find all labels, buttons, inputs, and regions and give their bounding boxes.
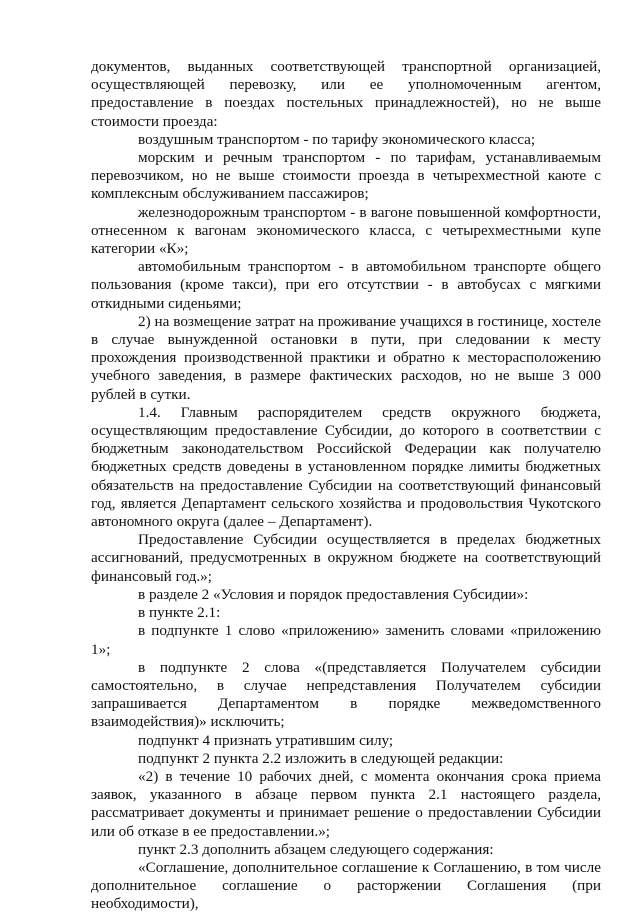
paragraph-accommodation-costs: 2) на возмещение затрат на проживание учащихся в гостинице, хостеле в случае вынужденной остановки в пути, при следовании к месту прохождения производственной практики и обратно к месторасположению учебного заведения, в размере фактических расходов, но не выше 3 000 рублей в сутки. [91,312,601,403]
paragraph-subsidy-limits: Предоставление Субсидии осуществляется в пределах бюджетных ассигнований, предусмотренных в окружном бюджете на соответствующий финансовый год.»; [91,531,601,585]
paragraph-road-transport: автомобильным транспортом - в автомобильном транспорте общего пользования (кроме такси), при его отсутствии - в автобусах с мягкими откидными сиденьями; [91,258,601,312]
paragraph-subpoint-1-replace: в подпункте 1 слово «приложению» заменить словами «приложению 1»; [91,622,601,658]
paragraph-section-2-heading: в разделе 2 «Условия и порядок предоставления Субсидии»: [138,585,529,603]
paragraph-10-working-days: «2) в течение 10 рабочих дней, с момента окончания срока приема заявок, указанного в абзаце первом пункта 2.1 настоящего раздела, рассматривает документы и принимает решение о предоставлении Субсидии или об отказе в ее предоставлении.»; [91,767,601,840]
paragraph-subpoint-4-void: подпункт 4 признать утратившим силу; [138,731,394,749]
paragraph-point-2-3-addition: пункт 2.3 дополнить абзацем следующего содержания: [138,840,494,858]
paragraph-agreement: «Соглашение, дополнительное соглашение к Соглашению, в том числе дополнительное соглашение о расторжении Соглашения (при необходимости), [91,858,601,913]
paragraph-air-transport: воздушным транспортом - по тарифу экономического класса; [138,130,536,148]
paragraph-transport-documents: документов, выданных соответствующей транспортной организацией, осуществляющей перевозку, или ее уполномоченным агентом, предоставление в поездах постельных принадлежностей), но не выше стоимости проезда: [91,58,601,130]
paragraph-point-2-2-new-wording: подпункт 2 пункта 2.2 изложить в следующей редакции: [138,749,504,767]
paragraph-subpoint-2-exclude: в подпункте 2 слова «(представляется Получателем субсидии самостоятельно, в случае непредставления Получателем субсидии запрашивается Департаментом в порядке межведомственного взаимодействия)» исключить; [91,658,601,731]
document-page [91,58,601,914]
paragraph-1-4-main-administrator: 1.4. Главным распорядителем средств окружного бюджета, осуществляющим предоставление Субсидии, до которого в соответствии с бюджетным законодательством Российской Федерации как получателю бюджетных средств доведены в установленном порядке лимиты бюджетных обязательств на предоставление Субсидии на соответствующий финансовый год, является Департамент сельского хозяйства и продовольствия Чукотского автономного округа (далее – Департамент). [91,403,601,531]
paragraph-point-2-1: в пункте 2.1: [138,604,221,622]
paragraph-sea-river-transport: морским и речным транспортом - по тарифам, устанавливаемым перевозчиком, но не выше стоимости проезда в четырехместной каюте с комплексным обслуживанием пассажиров; [91,149,601,203]
paragraph-railway-transport: железнодорожным транспортом - в вагоне повышенной комфортности, отнесенном к вагонам экономического класса, с четырехместными купе категории «К»; [91,203,601,258]
